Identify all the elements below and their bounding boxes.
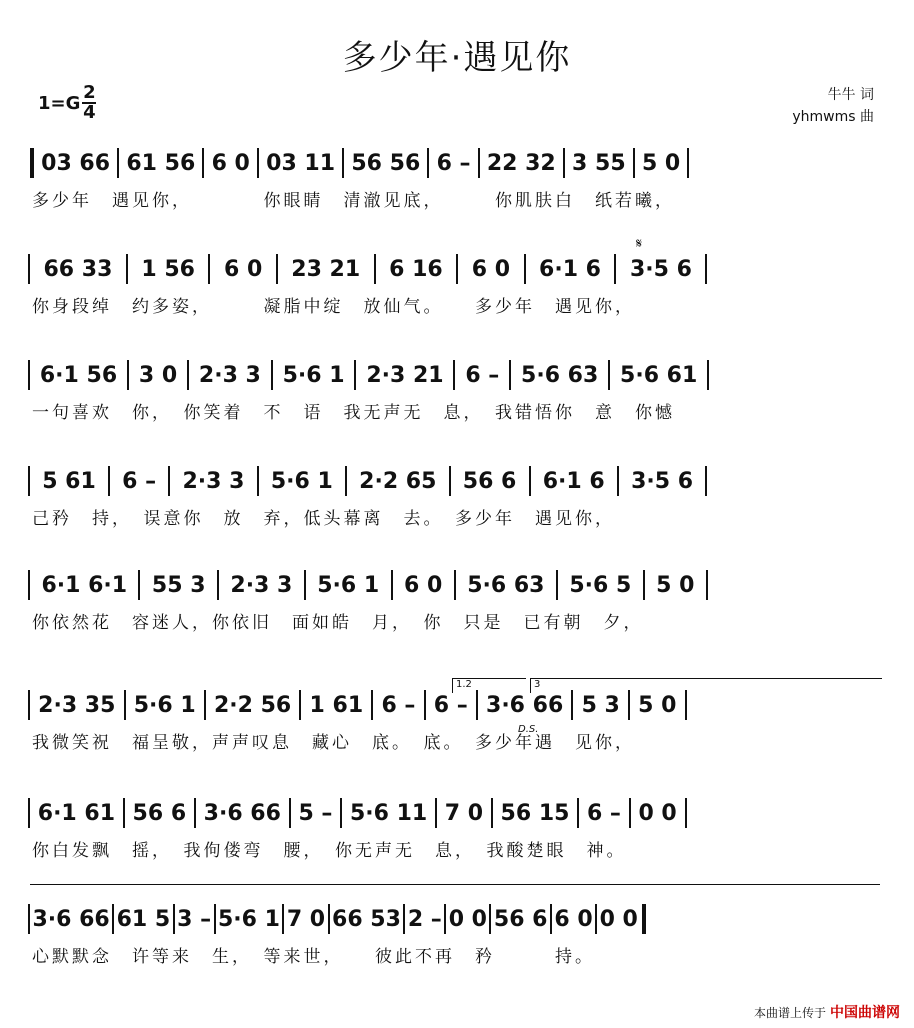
measure: 5·6 61 bbox=[620, 362, 698, 388]
measure: 2·3 3 bbox=[198, 362, 261, 388]
footer-text: 本曲谱上传于 bbox=[753, 1005, 826, 1020]
notation-line bbox=[28, 568, 886, 602]
measure: 5 0 bbox=[656, 572, 695, 598]
measure: 03 66 bbox=[41, 150, 111, 176]
measure: 3·6 66 bbox=[203, 800, 281, 826]
measure: 5 61 bbox=[42, 468, 96, 494]
lyric-line: 你白发飘 摇， 我佝偻弯 腰， 你无声无 息， 我酸楚眼 神。 bbox=[32, 841, 627, 861]
footer bbox=[754, 1002, 900, 1022]
barline bbox=[706, 570, 708, 600]
measure: 6 0 bbox=[404, 572, 443, 598]
lyric-line: 你身段绰 约多姿， 凝脂中绽 放仙气。 多少年 遇见你， bbox=[32, 297, 635, 317]
notation-line bbox=[28, 902, 886, 936]
measure: 5·6 1 bbox=[217, 906, 280, 932]
barline bbox=[707, 360, 709, 390]
measure: 5 – bbox=[298, 800, 333, 826]
measure: 6 0 bbox=[211, 150, 250, 176]
measure: 3·5 6 bbox=[631, 468, 694, 494]
measure: 0 0 bbox=[448, 906, 487, 932]
volta-first: 1.2 bbox=[452, 678, 526, 693]
score-row bbox=[28, 688, 886, 756]
measure: 56 6 bbox=[493, 906, 548, 932]
score-row bbox=[28, 146, 886, 214]
measure: 6 – bbox=[122, 468, 157, 494]
barline bbox=[642, 904, 646, 934]
notation-line bbox=[28, 252, 886, 286]
measure: 66 53 bbox=[332, 906, 401, 932]
measure: 6·1 56 bbox=[39, 362, 118, 388]
score-row bbox=[28, 568, 886, 636]
measure: 5 0 bbox=[641, 150, 681, 176]
measure: 5·6 11 bbox=[349, 800, 428, 826]
barline bbox=[705, 254, 707, 284]
score-row bbox=[28, 902, 886, 970]
measure: 3·6 66 bbox=[32, 906, 110, 932]
measure: 1 56 bbox=[141, 256, 195, 282]
measure: 61 56 bbox=[126, 150, 196, 176]
time-signature bbox=[82, 84, 96, 122]
measure: 22 32 bbox=[486, 150, 556, 176]
volta-second: 3 bbox=[530, 678, 882, 693]
score-row bbox=[28, 358, 886, 426]
measure: 6·1 61 bbox=[37, 800, 116, 826]
measure: 56 56 bbox=[351, 150, 421, 176]
barline bbox=[685, 798, 687, 828]
measure: 6 0 bbox=[223, 256, 263, 282]
measure: 0 0 bbox=[638, 800, 677, 826]
measure: 3·5 6 bbox=[629, 256, 692, 282]
measure: 5 0 bbox=[638, 692, 677, 718]
measure: 3·6 66 bbox=[486, 692, 564, 718]
measure: 2·3 21 bbox=[366, 362, 444, 388]
measure: 5·6 1 bbox=[317, 572, 380, 598]
barline bbox=[685, 690, 687, 720]
barline bbox=[705, 466, 707, 496]
measure: 5·6 63 bbox=[467, 572, 545, 598]
notation-line bbox=[28, 688, 886, 722]
measure: 6·1 6 bbox=[539, 256, 601, 282]
measure: 6 16 bbox=[389, 256, 443, 282]
score-row bbox=[28, 252, 886, 320]
measure: 6 0 bbox=[554, 906, 593, 932]
measure: 55 3 bbox=[151, 572, 206, 598]
notation-line bbox=[28, 146, 886, 180]
composer-credit: yhmwms 曲 bbox=[792, 109, 874, 125]
measure: 5·6 5 bbox=[569, 572, 632, 598]
time-signature-top: 2 bbox=[83, 82, 96, 103]
lyric-line: 多少年 遇见你， 你眼睛 清澈见底， 你肌肤白 纸若曦， bbox=[32, 191, 675, 211]
measure: 5 3 bbox=[581, 692, 620, 718]
measure: 2·2 56 bbox=[213, 692, 292, 718]
score-title: 多少年·遇见你 bbox=[342, 38, 572, 78]
measure: 66 33 bbox=[43, 256, 113, 282]
notation-line bbox=[28, 796, 886, 830]
measure: 61 5 bbox=[116, 906, 171, 932]
lyric-line: 一句喜欢 你， 你笑着 不 语 我无声无 息， 我错悟你 意 你憾 bbox=[32, 403, 675, 423]
measure: 0 0 bbox=[599, 906, 638, 932]
score-row bbox=[28, 796, 886, 864]
measure: 56 6 bbox=[462, 468, 517, 494]
measure: 6 – bbox=[465, 362, 500, 388]
measure: 03 11 bbox=[266, 150, 336, 176]
measure: 23 21 bbox=[291, 256, 361, 282]
measure: 2·3 35 bbox=[38, 692, 116, 718]
lyric-line: 你依然花 容迷人，你依旧 面如皓 月， 你 只是 已有朝 夕， bbox=[32, 613, 644, 633]
measure: 6 – bbox=[586, 800, 621, 826]
measure: 5·6 1 bbox=[270, 468, 333, 494]
measure: 5·6 1 bbox=[133, 692, 196, 718]
measure: 6 – bbox=[381, 692, 416, 718]
key-label: 1=G bbox=[38, 92, 81, 114]
time-signature-bottom: 4 bbox=[83, 102, 96, 123]
measure: 7 0 bbox=[286, 906, 326, 932]
measure: 2·2 65 bbox=[359, 468, 437, 494]
segno-mark: 𝄋 bbox=[636, 236, 643, 252]
site-logo[interactable]: 中国曲谱网 bbox=[830, 1005, 900, 1021]
measure: 6·1 6 bbox=[542, 468, 605, 494]
measure: 5·6 1 bbox=[282, 362, 345, 388]
lyric-line: 我微笑祝 福呈敬，声声叹息 藏心 底。 底。 多少年遇 见你， bbox=[32, 733, 635, 753]
measure: 7 0 bbox=[444, 800, 484, 826]
measure: 6·1 6·1 bbox=[41, 572, 128, 598]
measure: 56 6 bbox=[132, 800, 187, 826]
key-signature bbox=[38, 84, 96, 122]
measure: 6 – bbox=[436, 150, 471, 176]
measure: 2·3 3 bbox=[230, 572, 293, 598]
barline bbox=[687, 148, 689, 178]
ds-mark: D.S. bbox=[518, 724, 539, 735]
measure: 3 55 bbox=[572, 150, 626, 176]
lyric-line: 己矜 持， 误意你 放 弃，低头幕离 去。 多少年 遇见你， bbox=[32, 509, 615, 529]
measure: 3 0 bbox=[138, 362, 178, 388]
score-row bbox=[28, 464, 886, 532]
measure: 2 – bbox=[407, 906, 442, 932]
lyric-line: 心默默念 许等来 生， 等来世， 彼此不再 矜 持。 bbox=[32, 947, 595, 967]
measure: 1 61 bbox=[309, 692, 364, 718]
final-system-line bbox=[30, 884, 880, 885]
measure: 5·6 63 bbox=[521, 362, 599, 388]
notation-line bbox=[28, 358, 886, 392]
measure: 2·3 3 bbox=[182, 468, 245, 494]
measure: 3 – bbox=[177, 906, 212, 932]
measure: 56 15 bbox=[500, 800, 570, 826]
notation-line bbox=[28, 464, 886, 498]
lyricist-credit: 牛牛 词 bbox=[827, 87, 874, 103]
measure: 6 0 bbox=[471, 256, 511, 282]
measure: 6 – bbox=[433, 692, 468, 718]
